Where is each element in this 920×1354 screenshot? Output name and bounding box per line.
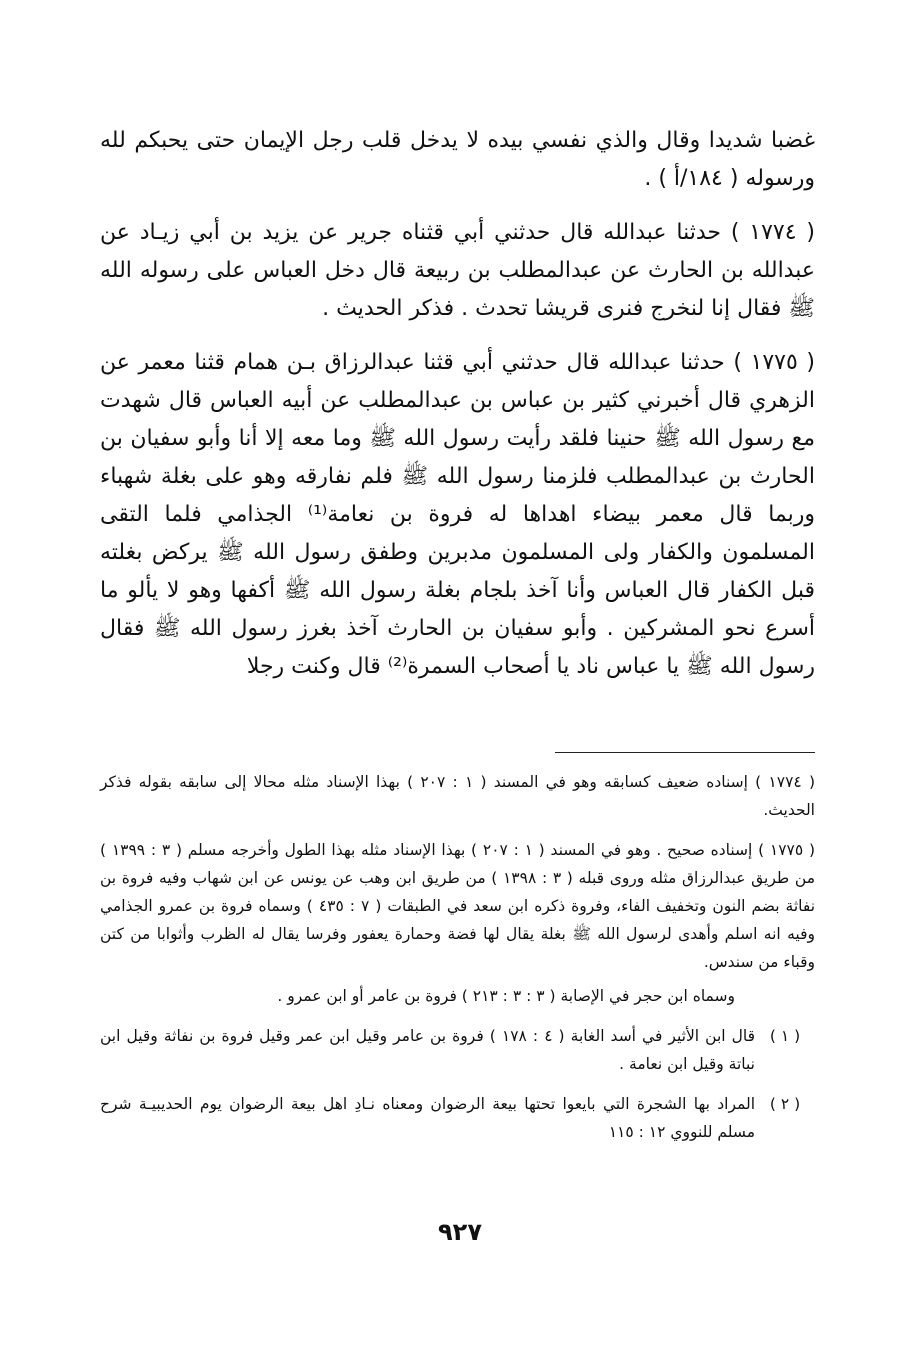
main-text-block bbox=[100, 122, 815, 702]
note-1774: ( ١٧٧٤ ) إسناده ضعيف كسابقه وهو في المسند ( ١ : ٢٠٧ ) بهذا الإسناد مثله محالا إلى سابقه بقوله فذكر الحديث. bbox=[100, 773, 815, 819]
footnote-2-text: المراد بها الشجرة التي بايعوا تحتها بيعة الرضوان ومعناه نـادِ اهل بيعة الرضوان يوم الحديبيـة شرح مسلم للنووي ١٢ : ١١٥ bbox=[100, 1095, 755, 1141]
footnote-separator bbox=[555, 752, 815, 753]
footnote-1 bbox=[100, 1022, 815, 1078]
page-number: ٩٢٧ bbox=[438, 1218, 482, 1246]
paragraph-continuation: غضبا شديدا وقال والذي نفسي بيده لا يدخل قلب رجل الإيمان حتى يحبكم لله ورسوله ( ١٨٤/أ ) . bbox=[100, 128, 815, 191]
footnote-2 bbox=[100, 1090, 815, 1146]
footnote-2-number: ( ٢ ) bbox=[769, 1095, 801, 1113]
footnote-1-text: قال ابن الأثير في أسد الغابة ( ٤ : ١٧٨ ) فروة بن عامر وقيل ابن عمر وقيل فروة بن نفاثة وقيل ابن نباتة وقيل ابن نعامة . bbox=[100, 1027, 756, 1073]
hadith-1774: ( ١٧٧٤ ) حدثنا عبدالله قال حدثني أبي قثناه جرير عن يزيد بن أبي زيـاد عن عبدالله بن الحارث عن عبدالمطلب بن ربيعة قال دخل العباس على رسوله الله ﷺ فقال إنا لنخرج فنرى قريشا تحدث . فذكر الحديث . bbox=[100, 220, 816, 321]
note-1775: ( ١٧٧٥ ) إسناده صحيح . وهو في المسند ( ١ : ٢٠٧ ) بهذا الإسناد مثله بهذا الطول وأخرجه مسلم ( ٣ : ١٣٩٩ ) من طريق عبدالرزاق مثله وروى قبله ( ٣ : ١٣٩٨ ) من طريق ابن وهب عن يونس عن ابن شهاب وفيه فروة بن نفاثة بضم النون وتخفيف الفاء، وفروة ذكره ابن سعد في الطبقات ( ٧ : ٤٣٥ ) وسماه فروة بن عمرو الجذامي وفيه انه اسلم وأهدى لرسول الله ﷺ بغلة يقال لها فضة وحمارة يعفور وفرسا يقال له الظرب وأثوابا من كتن وقباء من سندس. bbox=[100, 841, 816, 971]
hadith-1775: ( ١٧٧٥ ) حدثنا عبدالله قال حدثني أبي قثنا عبدالرزاق بـن همام قثنا معمر عن الزهري قال أخبرني كثير بن عباس بن عبدالمطلب عن أبيه العباس قال شهدت مع رسول الله ﷺ حنينا فلقد رأيت رسول الله ﷺ وما معه إلا أنا وأبو سفيان بن الحارث بن عبدالمطلب فلزمنا رسول الله ﷺ فلم نفارقه وهو على بغلة شهباء وربما قال معمر بيضاء اهداها له فروة بن نعامة⁽¹⁾ الجذامي فلما التقى المسلمون والكفار ولى المسلمون مدبرين وطفق رسول الله ﷺ يركض بغلته قبل الكفار قال العباس وأنا آخذ بلجام بغلة رسول الله ﷺ أكفها وهو لا يألو ما أسرع نحو المشركين . وأبو سفيان بن الحارث آخذ بغرز رسول الله ﷺ فقال رسول الله ﷺ يا عباس ناد يا أصحاب السمرة⁽²⁾ قال وكنت رجلا bbox=[100, 350, 815, 679]
footnote-1-number: ( ١ ) bbox=[769, 1027, 801, 1045]
note-1775-continued: وسماه ابن حجر في الإصابة ( ٣ : ٣ : ٢١٣ ) فروة بن عامر أو ابن عمرو . bbox=[277, 987, 735, 1005]
footnotes-block bbox=[100, 768, 815, 1158]
